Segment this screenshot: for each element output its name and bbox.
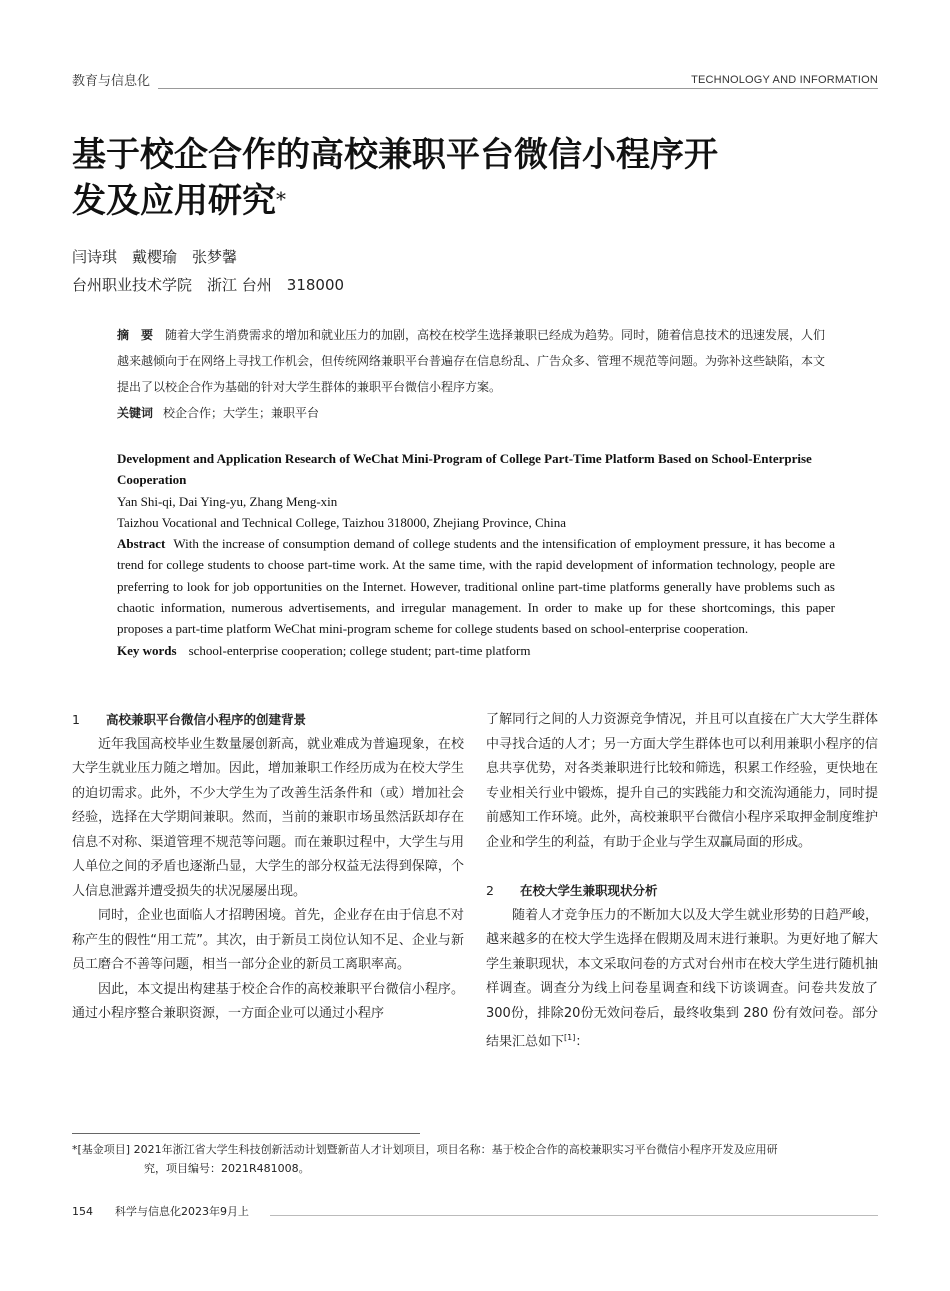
affiliation-cn: 台州职业技术学院 浙江 台州 318000 bbox=[72, 276, 345, 294]
journal-issue: 科学与信息化2023年9月上 bbox=[115, 1205, 249, 1218]
keywords-en-label: Key words bbox=[117, 642, 177, 658]
paragraph: 近年我国高校毕业生数量屡创新高，就业难成为普遍现象，在校大学生就业压力随之增加。因此，增加兼职工作经历成为在校大学生的迫切需求。此外，不少大学生为了改善生活条件和（或）增加社会经验，选择在大学期间兼职。然而，当前的兼职市场虽然活跃却存在信息不对称、渠道管理不规范等问题。而在兼职过程中，大学生与用人单位之间的矛盾也逐渐凸显，大学生的部分权益无法得到保障，个人信息泄露并遭受损失的状况屡屡出现。 bbox=[72, 736, 464, 899]
body-column-left bbox=[72, 708, 464, 1027]
abstract-en-text: With the increase of consumption demand of college students and the intensification of employment pressure, it has become a trend for college students to choose part-time work. At the same time, with the rapid development of information technology, people are preferring to look for job opportunities on the Internet. However, traditional online part-time platforms generally have problems such as chaotic information, numerous advertisements, and irregular management. In order to make up for these shortcomings, this paper proposes a part-time platform WeChat mini-program scheme for college students based on school-enterprise cooperation. bbox=[117, 536, 835, 637]
page-number: 154 bbox=[72, 1205, 93, 1218]
paragraph: 随着人才竞争压力的不断加大以及大学生就业形势的日趋严峻，越来越多的在校大学生选择在假期及周末进行兼职。为更好地了解大学生兼职现状，本文采取问卷的方式对台州市在校大学生进行随机抽样调查。调查分为线上问卷星调查和线下访谈调查。问卷共发放了300份，排除20份无效问卷后，最终收集到 280 份有效问卷。部分结果汇总如下[1]： bbox=[486, 907, 878, 1050]
abstract-en bbox=[117, 533, 835, 639]
keywords-en-text: school-enterprise cooperation; college student; part-time platform bbox=[188, 642, 531, 658]
authors-cn: 闫诗琪 戴樱瑜 张梦馨 bbox=[72, 248, 238, 266]
section-number: 1 bbox=[72, 712, 80, 727]
affiliation-en: Taizhou Vocational and Technical College, Taizhou 318000, Zhejiang Province, China bbox=[117, 514, 567, 530]
journal-section-label-en: TECHNOLOGY AND INFORMATION bbox=[691, 74, 878, 86]
page-footer bbox=[72, 1203, 249, 1219]
keywords-en bbox=[117, 640, 835, 661]
authors-en: Yan Shi-qi, Dai Ying-yu, Zhang Meng-xin bbox=[117, 493, 338, 509]
footnote-divider bbox=[72, 1133, 420, 1134]
paper-title-line1: 基于校企合作的高校兼职平台微信小程序开 bbox=[72, 135, 718, 175]
paper-title bbox=[72, 132, 878, 224]
paragraph-continued: 了解同行之间的人力资源竞争情况，并且可以直接在广大大学生群体中寻找合适的人才；另一方面大学生群体也可以利用兼职小程序的信息共享优势，对各类兼职进行比较和筛选，积累工作经验，更快地在专业相关行业中锻炼，提升自己的实践能力和交流沟通能力，同时提前感知工作环境。此外，高校兼职平台微信小程序采取押金制度维护企业和学生的利益，有助于企业与学生双赢局面的形成。 bbox=[486, 712, 878, 850]
paper-title-line2: 发及应用研究* bbox=[72, 181, 286, 221]
abstract-cn-label: 摘 要 bbox=[117, 328, 154, 342]
footer-divider bbox=[270, 1215, 878, 1216]
title-footnote-mark: * bbox=[276, 187, 286, 211]
abstract-cn-text: 随着大学生消费需求的增加和就业压力的加剧，高校在校学生选择兼职已经成为趋势。同时，随着信息技术的迅速发展，人们越来越倾向于在网络上寻找工作机会，但传统网络兼职平台普遍存在信息纷乱、广告众多、管理不规范等问题。为弥补这些缺陷，本文提出了以校企合作为基础的针对大学生群体的兼职平台微信小程序方案。 bbox=[117, 328, 826, 394]
keywords-cn bbox=[117, 404, 319, 421]
section-title: 高校兼职平台微信小程序的创建背景 bbox=[106, 712, 307, 727]
header-divider bbox=[158, 88, 878, 89]
journal-section-label: 教育与信息化 bbox=[72, 74, 151, 89]
section-number: 2 bbox=[486, 883, 494, 898]
paragraph: 因此，本文提出构建基于校企合作的高校兼职平台微信小程序。通过小程序整合兼职资源，一方面企业可以通过小程序 bbox=[72, 981, 464, 1021]
section-heading bbox=[72, 708, 464, 733]
paragraph: 同时，企业也面临人才招聘困境。首先，企业存在由于信息不对称产生的假性“用工荒”。其次，由于新员工岗位认知不足、企业与新员工磨合不善等问题，相当一部分企业的新员工离职率高。 bbox=[72, 908, 464, 972]
abstract-en-label: Abstract bbox=[117, 536, 166, 552]
section-title: 在校大学生兼职现状分析 bbox=[520, 883, 658, 898]
body-column-right bbox=[486, 708, 878, 1055]
keywords-cn-text: 校企合作；大学生；兼职平台 bbox=[163, 406, 320, 420]
footnote-line: 究，项目编号：2021R481008。 bbox=[144, 1162, 310, 1175]
title-en: Development and Application Research of WeChat Mini-Program of College Part-Time Platform Based on School-Enterprise Cooperation bbox=[117, 451, 812, 488]
footnote-line: *[基金项目] 2021年浙江省大学生科技创新活动计划暨新苗人才计划项目，项目名称：基于校企合作的高校兼职实习平台微信小程序开发及应用研 bbox=[72, 1143, 778, 1156]
abstract-cn bbox=[117, 322, 835, 400]
citation-ref: [1] bbox=[564, 1033, 576, 1042]
footnote bbox=[72, 1140, 878, 1178]
section-heading bbox=[486, 879, 878, 904]
english-abstract-block bbox=[117, 448, 835, 661]
keywords-cn-label: 关键词 bbox=[117, 406, 154, 420]
